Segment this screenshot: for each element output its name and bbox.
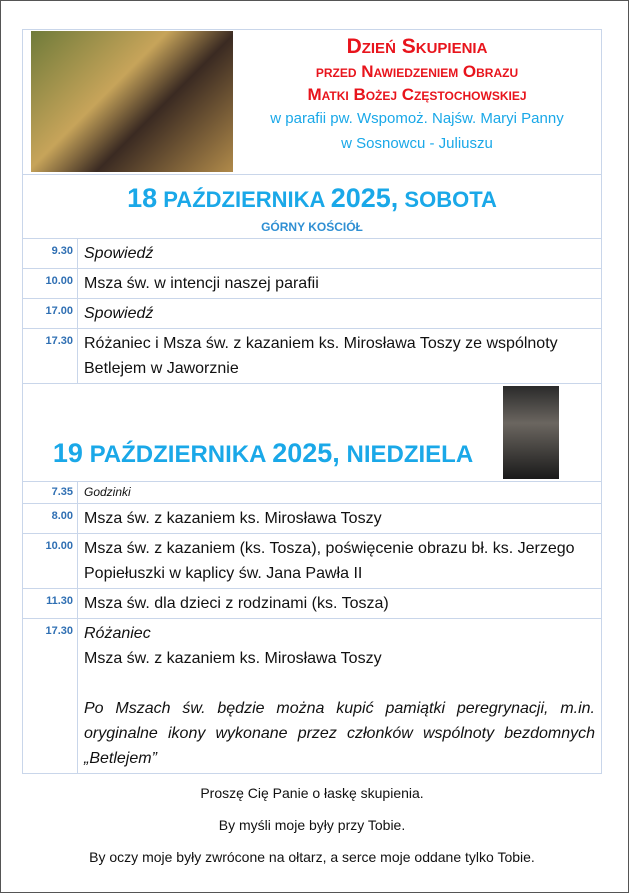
table-row: 10.00 Msza św. w intencji naszej parafii	[23, 269, 602, 299]
prayer-line: By oczy moje były zwrócone na ołtarz, a serce moje oddane tylko Tobie.	[89, 849, 535, 865]
priest-photo	[503, 386, 559, 479]
table-row: 10.00 Msza św. z kazaniem (ks. Tosza), poświęcenie obrazu bł. ks. Jerzego Popiełuszki w kaplicy św. Jana Pawła II	[23, 534, 602, 589]
place: GÓRNY KOŚCIÓŁ	[261, 220, 363, 234]
day1-heading: 18 PAŹDZIERNIKA 2025, SOBOTA GÓRNY KOŚCIÓŁ	[23, 175, 602, 239]
table-row: 17.00 Spowiedź	[23, 299, 602, 329]
title: Dzień Skupienia	[346, 35, 488, 58]
table-row: 17.30 Różaniec Msza św. z kazaniem ks. Mirosława Toszy Po Mszach św. będzie można kupić pamiątki peregrynacji, m.in. oryginalne ikony wykonane przez członków wspólnoty bezdomnych „Betlejem”	[23, 619, 602, 774]
table-row: 9.30 Spowiedź	[23, 239, 602, 269]
table-row: 7.35 Godzinki	[23, 482, 602, 504]
day2-heading: 19 PAŹDZIERNIKA 2025, NIEDZIELA	[23, 384, 602, 482]
table-row: 17.30 Różaniec i Msza św. z kazaniem ks. Mirosława Toszy ze wspólnoty Betlejem w Jaworznie	[23, 329, 602, 384]
prayer-line: By myśli moje były przy Tobie.	[218, 817, 406, 833]
table-row: 11.30 Msza św. dla dzieci z rodzinami (ks. Tosza)	[23, 589, 602, 619]
subtitle: Matki Bożej Częstochowskiej	[307, 85, 527, 104]
table-row: 8.00 Msza św. z kazaniem ks. Mirosława Toszy	[23, 504, 602, 534]
schedule-table	[22, 29, 602, 774]
note: Po Mszach św. będzie można kupić pamiątki peregrynacji, m.in. oryginalne ikony wykonane przez członków wspólnoty bezdomnych „Betlejem”	[84, 700, 595, 767]
subtitle: przed Nawiedzeniem Obrazu	[315, 62, 519, 81]
parish: w Sosnowcu - Juliuszu	[341, 135, 493, 152]
icon-image	[31, 31, 233, 172]
header-cell	[23, 30, 602, 175]
parish: w parafii pw. Wspomoż. Najśw. Maryi Panny	[270, 110, 564, 127]
prayer-line: Proszę Cię Panie o łaskę skupienia.	[200, 785, 424, 801]
